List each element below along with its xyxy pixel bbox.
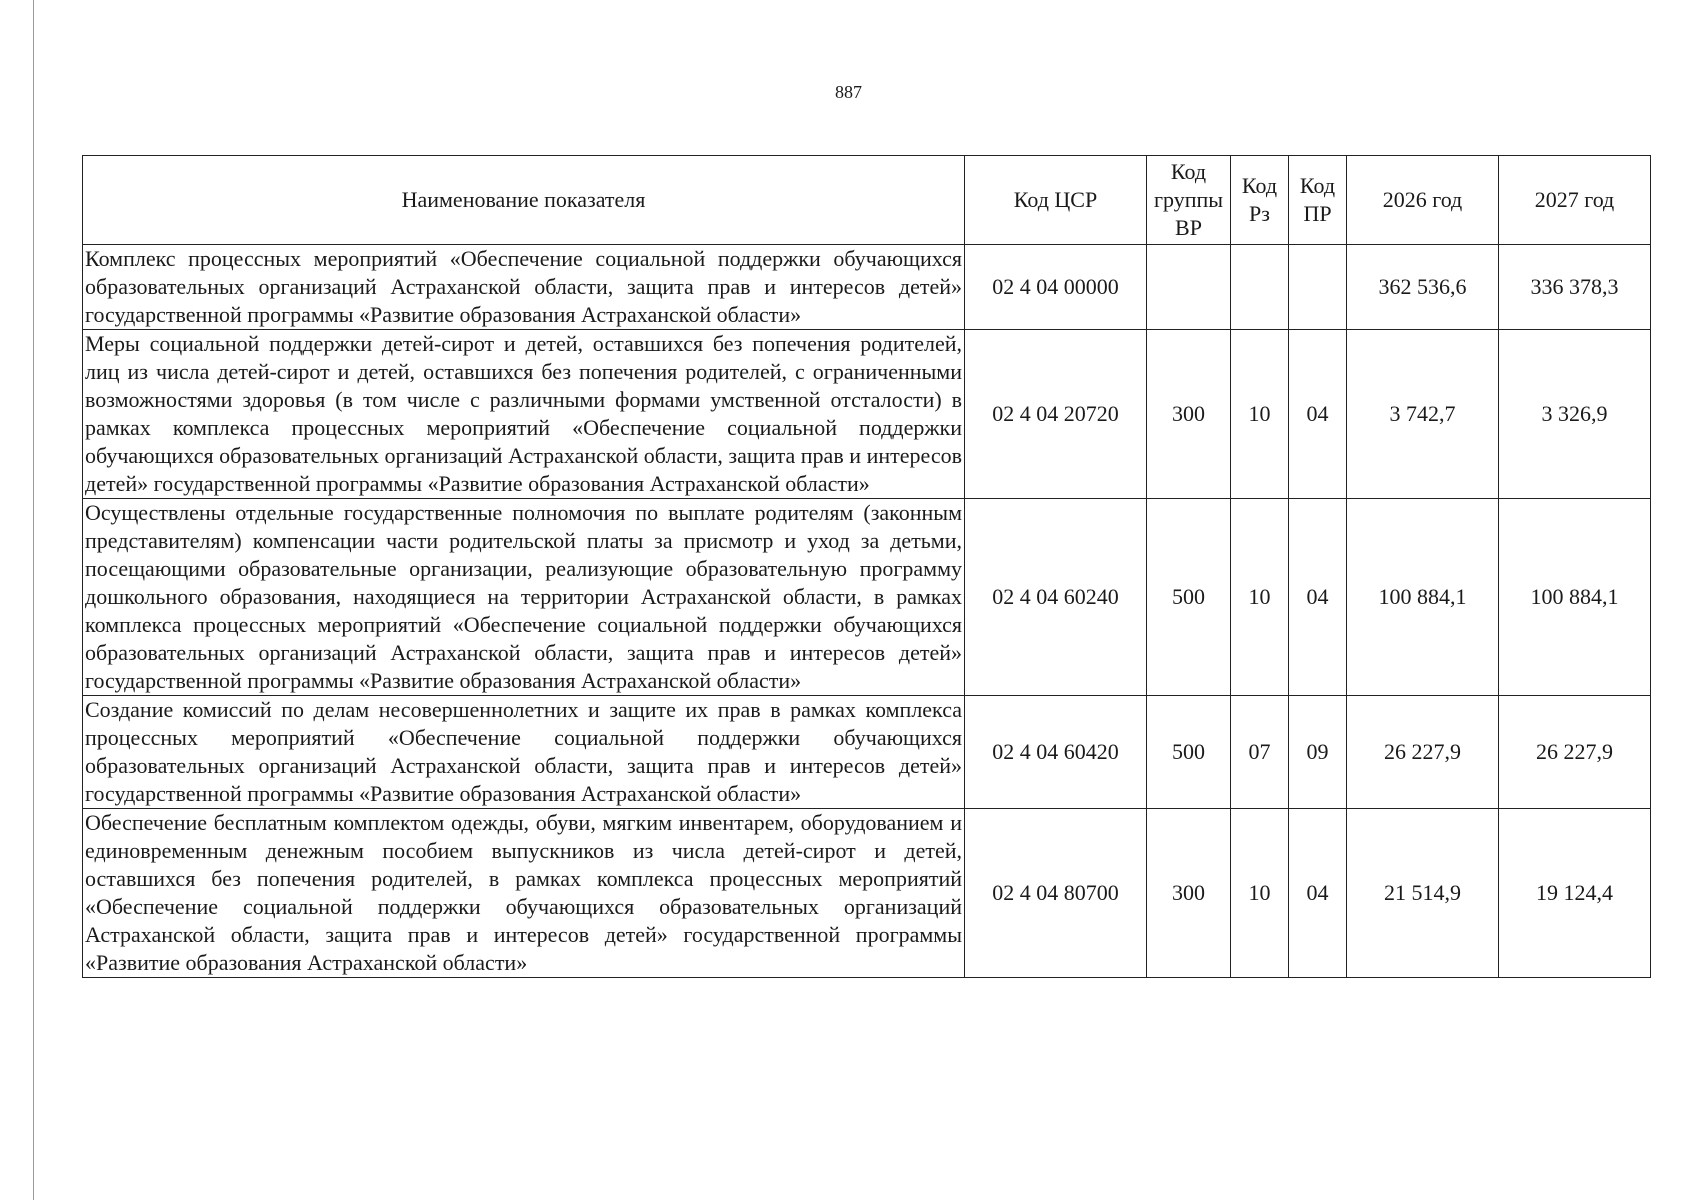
row-pr: 04 (1289, 809, 1347, 978)
row-rz (1231, 245, 1289, 330)
row-csr: 02 4 04 00000 (965, 245, 1147, 330)
row-2026: 100 884,1 (1347, 499, 1499, 696)
row-name: Осуществлены отдельные государственные полномочия по выплате родителям (законным представителям) компенсации части родительской платы за присмотр и уход за детьми, посещающими образовательные организации, реализующие образовательную программу дошкольного образования, находящиеся на территории Астраханской области, в рамках комплекса процессных мероприятий «Обеспечение социальной поддержки обучающихся образовательных организаций Астраханской области, защита прав и интересов детей» государственной программы «Развитие образования Астраханской области» (83, 499, 965, 696)
row-csr: 02 4 04 80700 (965, 809, 1147, 978)
row-vr: 300 (1147, 330, 1231, 499)
header-2027: 2027 год (1499, 156, 1651, 245)
header-2026: 2026 год (1347, 156, 1499, 245)
table-row (83, 499, 1651, 696)
row-2026: 362 536,6 (1347, 245, 1499, 330)
budget-table (82, 155, 1651, 978)
row-name: Меры социальной поддержки детей-сирот и детей, оставшихся без попечения родителей, лиц из числа детей-сирот и детей, оставшихся без попечения родителей, с ограниченными возможностями здоровья (в том числе с различными формами умственной отсталости) в рамках комплекса процессных мероприятий «Обеспечение социальной поддержки обучающихся образовательных организаций Астраханской области, защита прав и интересов детей» государственной программы «Развитие образования Астраханской области» (83, 330, 965, 499)
table-row (83, 245, 1651, 330)
row-2027: 3 326,9 (1499, 330, 1651, 499)
row-vr: 300 (1147, 809, 1231, 978)
row-name: Обеспечение бесплатным комплектом одежды, обуви, мягким инвентарем, оборудованием и единовременным денежным пособием выпускников из числа детей-сирот и детей, оставшихся без попечения родителей, в рамках комплекса процессных мероприятий «Обеспечение социальной поддержки обучающихся образовательных организаций Астраханской области, защита прав и интересов детей» государственной программы «Развитие образования Астраханской области» (83, 809, 965, 978)
row-name: Комплекс процессных мероприятий «Обеспечение социальной поддержки обучающихся образовательных организаций Астраханской области, защита прав и интересов детей» государственной программы «Развитие образования Астраханской области» (83, 245, 965, 330)
row-2026: 3 742,7 (1347, 330, 1499, 499)
row-pr (1289, 245, 1347, 330)
row-vr: 500 (1147, 696, 1231, 809)
table-row (83, 809, 1651, 978)
row-2027: 26 227,9 (1499, 696, 1651, 809)
row-name: Создание комиссий по делам несовершеннолетних и защите их прав в рамках комплекса процессных мероприятий «Обеспечение социальной поддержки обучающихся образовательных организаций Астраханской области, защита прав и интересов детей» государственной программы «Развитие образования Астраханской области» (83, 696, 965, 809)
row-2027: 100 884,1 (1499, 499, 1651, 696)
row-pr: 04 (1289, 330, 1347, 499)
row-2027: 19 124,4 (1499, 809, 1651, 978)
row-rz: 10 (1231, 330, 1289, 499)
row-2026: 21 514,9 (1347, 809, 1499, 978)
row-rz: 10 (1231, 809, 1289, 978)
row-vr (1147, 245, 1231, 330)
row-pr: 09 (1289, 696, 1347, 809)
row-rz: 10 (1231, 499, 1289, 696)
header-vr: Код группы ВР (1147, 156, 1231, 245)
row-2026: 26 227,9 (1347, 696, 1499, 809)
table-row (83, 696, 1651, 809)
page-number: 887 (835, 82, 862, 102)
header-csr: Код ЦСР (965, 156, 1147, 245)
row-csr: 02 4 04 60240 (965, 499, 1147, 696)
header-rz: Код Рз (1231, 156, 1289, 245)
row-vr: 500 (1147, 499, 1231, 696)
row-pr: 04 (1289, 499, 1347, 696)
row-csr: 02 4 04 20720 (965, 330, 1147, 499)
header-name: Наименование показателя (83, 156, 965, 245)
header-pr: Код ПР (1289, 156, 1347, 245)
row-2027: 336 378,3 (1499, 245, 1651, 330)
left-margin-line (33, 0, 34, 1200)
table-row (83, 330, 1651, 499)
row-rz: 07 (1231, 696, 1289, 809)
row-csr: 02 4 04 60420 (965, 696, 1147, 809)
header-row (83, 156, 1651, 245)
